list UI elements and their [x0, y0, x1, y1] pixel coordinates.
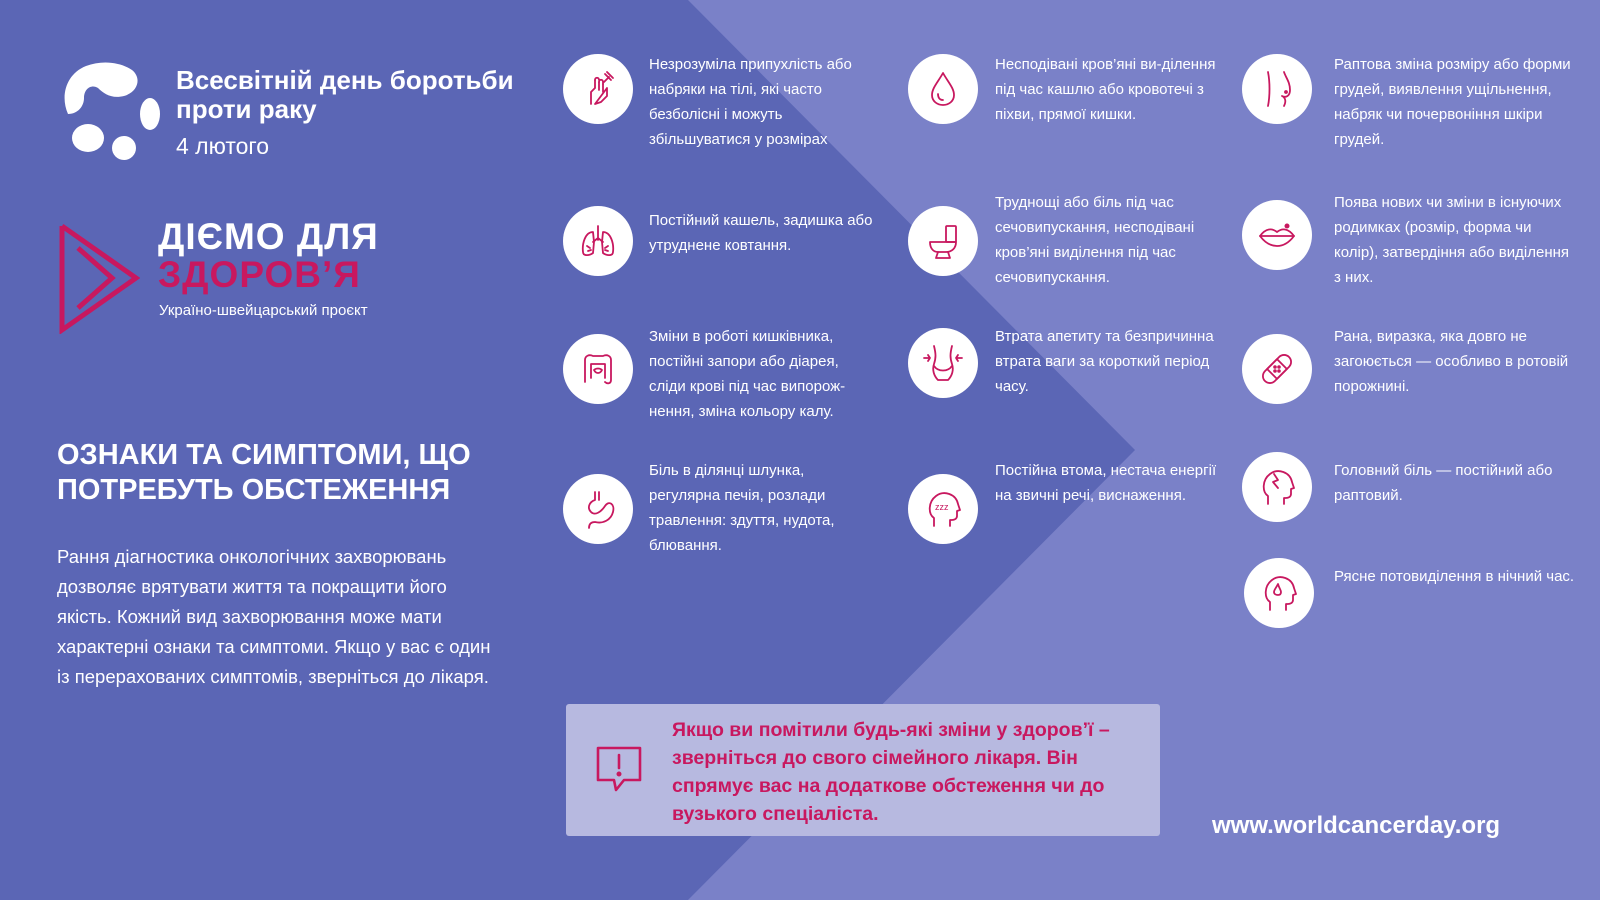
project-name-line2: ЗДОРОВ’Я — [158, 254, 361, 295]
page-title: ОЗНАКИ ТА СИМПТОМИ, ЩО ПОТРЕБУТЬ ОБСТЕЖЕННЯ — [57, 439, 471, 506]
symptom-text: Раптова зміна розміру або форми грудей, виявлення ущільнення, набряк чи почервоніння шкіри грудей. — [1334, 56, 1571, 148]
symptom-text: Постійна втома, нестача енергії на звичні речі, виснаження. — [995, 462, 1217, 504]
project-name-line1: ДІЄМО ДЛЯ — [158, 216, 379, 257]
weight-loss-icon — [908, 328, 978, 398]
event-title: Всесвітній день боротьби проти раку — [176, 65, 514, 124]
intro-paragraph: Рання діагностика онкологічних захворювань дозволяє врятувати життя та покращити його якість. Кожний вид захворювання може мати характерні ознаки та симптоми. Якщо у вас є один із перерахованих симптомів, зверніться до лікаря. — [57, 546, 491, 687]
symptom-text: Постійний кашель, задишка або утруднене ковтання. — [649, 212, 873, 254]
event-date: 4 лютого — [176, 133, 270, 159]
symptom-text: Рана, виразка, яка довго не загоюється — особливо в ротовій порожнині. — [1334, 328, 1569, 395]
breast-icon — [1242, 54, 1312, 124]
stomach-icon — [563, 474, 633, 544]
fatigue-icon — [908, 474, 978, 544]
symptom-text: Несподівані кров’яні ви-ділення під час кашлю або кровотечі з піхви, прямої кишки. — [995, 56, 1216, 123]
warning-bubble-icon — [594, 744, 644, 794]
bandage-icon — [1242, 334, 1312, 404]
svg-text:zzz: zzz — [935, 502, 949, 512]
lips-mole-icon — [1242, 200, 1312, 270]
symptom-text: Рясне потовиділення в нічний час. — [1334, 568, 1575, 585]
world-cancer-day-logo — [58, 56, 162, 160]
arm-swelling-icon — [563, 54, 633, 124]
website-link[interactable]: www.worldcancerday.org — [1212, 812, 1501, 839]
headache-icon — [1242, 452, 1312, 522]
symptom-text: Незрозуміла припухлість або набряки на тілі, які часто безболісні і можуть збільшуватися у розмірах — [649, 56, 852, 148]
symptom-text: Зміни в роботі кишківника, постійні запори або діарея, сліди крові під час випорож-нення, зміна кольору калу. — [649, 328, 846, 420]
symptom-text: Втрата апетиту та безпричинна втрата ваги за короткий період часу. — [995, 328, 1214, 395]
sweating-icon — [1244, 558, 1314, 628]
project-subtitle: Україно-швейцарський проєкт — [159, 302, 368, 319]
symptom-text: Труднощі або біль під час сечовипускання, несподівані кров’яні виділення під час сечовипускання. — [995, 194, 1195, 286]
callout-text: Якщо ви помітили будь-які зміни у здоров’ї – зверніться до свого сімейного лікаря. Він спрямує вас на додаткове обстеження чи до вузького спеціаліста. — [672, 719, 1110, 825]
blood-drop-icon — [908, 54, 978, 124]
intestine-icon — [563, 334, 633, 404]
lungs-icon — [563, 206, 633, 276]
project-chevron-logo — [58, 222, 140, 334]
symptom-text: Біль в ділянці шлунка, регулярна печія, розлади травлення: здуття, нудота, блювання. — [649, 462, 835, 554]
toilet-icon — [908, 206, 978, 276]
symptom-text: Головний біль — постійний або раптовий. — [1334, 462, 1553, 504]
symptom-text: Поява нових чи зміни в існуючих родимках (розмір, форма чи колір), затвердіння або виділення з них. — [1334, 194, 1570, 286]
